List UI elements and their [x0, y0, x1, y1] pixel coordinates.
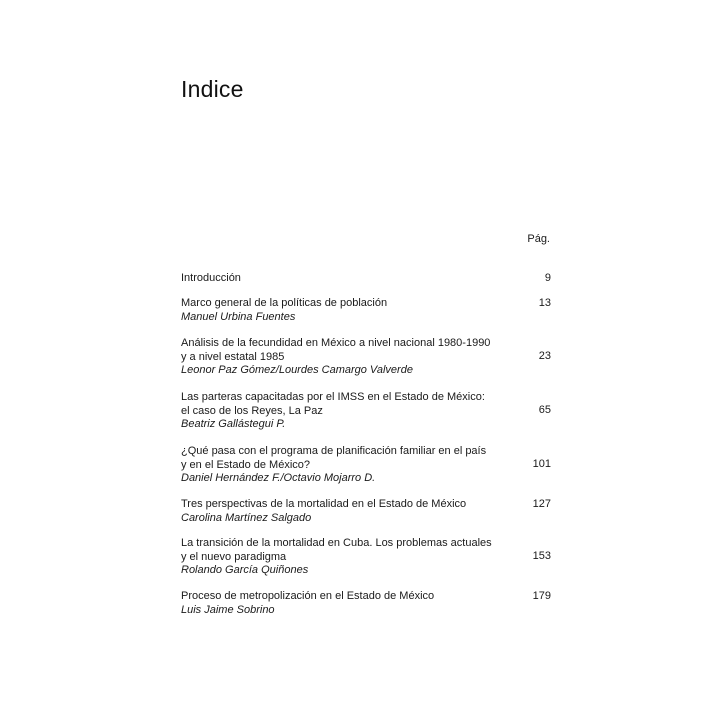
toc-entry-text	[181, 498, 511, 525]
toc-entry-planificacion	[181, 445, 551, 486]
toc-entry-title-line: Proceso de metropolización en el Estado de México	[181, 590, 435, 602]
toc-entry-title-line: el caso de los Reyes, La Paz	[181, 404, 323, 417]
toc-page-number: 13	[538, 297, 551, 309]
toc-entry-parteras	[181, 391, 551, 432]
toc-entry-title-line: ¿Qué pasa con el programa de planificación familiar en el país	[181, 445, 487, 457]
toc-entry-author: Daniel Hernández F./Octavio Mojarro D.	[181, 472, 376, 484]
toc-entry-mortalidad-mexico	[181, 498, 551, 525]
toc-entry-author: Manuel Urbina Fuentes	[181, 310, 296, 323]
toc-entry-mortalidad-cuba	[181, 537, 551, 578]
toc-page-number: 179	[532, 590, 551, 602]
toc-page-number: 127	[532, 498, 551, 510]
toc-entry-text	[181, 445, 511, 486]
toc-entry-title-line: y a nivel estatal 1985	[181, 350, 285, 363]
toc-entry-title-line: Análisis de la fecundidad en México a nivel nacional 1980-1990	[181, 337, 491, 349]
page-column-header: Pág.	[527, 233, 550, 245]
toc-entry-text	[181, 272, 511, 286]
toc-entry-text	[181, 297, 511, 324]
toc-entry-title-line: Tres perspectivas de la mortalidad en el Estado de México	[181, 498, 467, 510]
toc-entry-text	[181, 391, 511, 432]
toc-entry-title-line: La transición de la mortalidad en Cuba. Los problemas actuales	[181, 537, 492, 549]
toc-entry-title-line: Introducción	[181, 272, 241, 284]
toc-page-number: 9	[544, 272, 551, 284]
toc-entry-text	[181, 337, 511, 378]
toc-entry-title-line: Marco general de la políticas de población	[181, 297, 388, 309]
toc-entry-author: Leonor Paz Gómez/Lourdes Camargo Valverde	[181, 364, 413, 376]
toc-page-number: 153	[532, 550, 551, 562]
toc-entry-title-line: y en el Estado de México?	[181, 458, 311, 471]
toc-entry-introduccion	[181, 272, 551, 286]
page-title: Indice	[181, 76, 244, 102]
toc-page-number: 65	[538, 404, 551, 416]
toc-entry-title-line: y el nuevo paradigma	[181, 550, 287, 563]
toc-entry-metropolizacion	[181, 590, 551, 617]
toc-entry-text	[181, 537, 511, 578]
toc-page-number: 101	[532, 458, 551, 470]
toc-entry-author: Luis Jaime Sobrino	[181, 603, 275, 616]
toc-entry-title-line: Las parteras capacitadas por el IMSS en el Estado de México:	[181, 391, 485, 403]
toc-page-number: 23	[538, 350, 551, 362]
toc-entry-text	[181, 590, 511, 617]
toc-entry-author: Beatriz Gallástegui P.	[181, 418, 286, 430]
toc-entry-author: Carolina Martínez Salgado	[181, 511, 312, 524]
toc-entry-fecundidad	[181, 337, 551, 378]
toc-entry-author: Rolando García Quiñones	[181, 564, 309, 576]
toc-entry-marco-general	[181, 297, 551, 324]
